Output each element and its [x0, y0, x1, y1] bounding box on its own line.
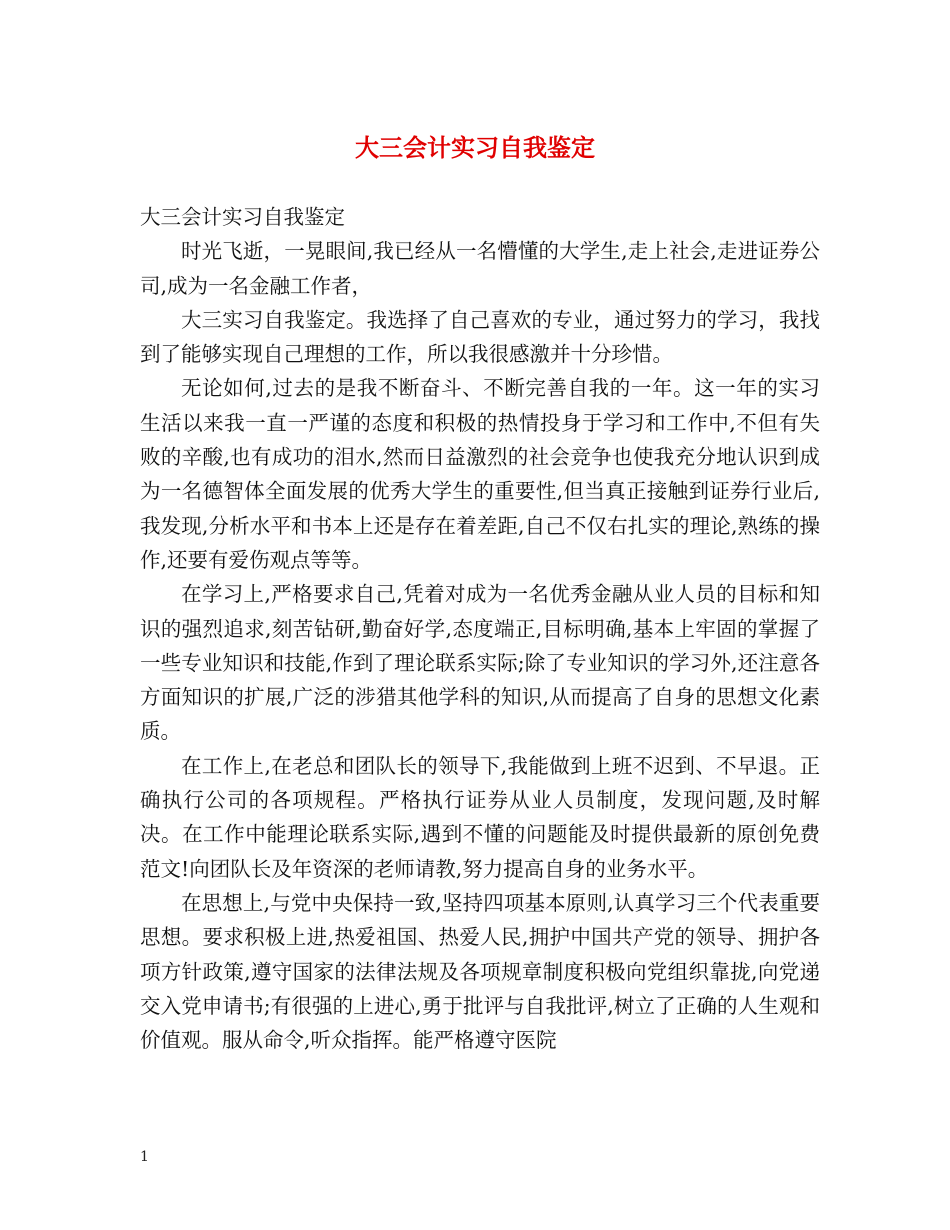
paragraph-6: 在思想上,与党中央保持一致,坚持四项基本原则,认真学习三个代表重要思想。要求积极上进,热爱祖国、热爱人民,拥护中国共产党的领导、拥护各项方针政策,遵守国家的法律法规及各项规章制度积极向党组织靠拢,向党递交入党申请书;有很强的上进心,勇于批评与自我批评,树立了正确的人生观和价值观。服从命令,听众指挥。能严格遵守医院: [140, 890, 820, 1053]
paragraph-3: 无论如何,过去的是我不断奋斗、不断完善自我的一年。这一年的实习生活以来我一直一严谨的态度和积极的热情投身于学习和工作中,不但有失败的辛酸,也有成功的泪水,然而日益激烈的社会竞争也使我充分地认识到成为一名德智体全面发展的优秀大学生的重要性,但当真正接触到证券行业后,我发现,分析水平和书本上还是存在着差距,自己不仅右扎实的理论,熟练的操作,还要有爱伤观点等等。: [140, 376, 820, 572]
paragraph-4: 在学习上,严格要求自己,凭着对成为一名优秀金融从业人员的目标和知识的强烈追求,刻苦钻研,勤奋好学,态度端正,目标明确,基本上牢固的掌握了一些专业知识和技能,作到了理论联系实际;除了专业知识的学习外,还注意各方面知识的扩展,广泛的涉猎其他学科的知识,从而提高了自身的思想文化素质。: [140, 582, 820, 744]
document-subtitle: 大三会计实习自我鉴定: [140, 205, 345, 229]
document-body: [140, 200, 820, 1057]
page-number: 1: [140, 1149, 149, 1165]
document-title: 大三会计实习自我鉴定: [355, 133, 595, 162]
paragraph-2: 大三实习自我鉴定。我选择了自己喜欢的专业，通过努力的学习，我找到了能够实现自己理想的工作，所以我很感激并十分珍惜。: [140, 307, 820, 367]
paragraph-5: 在工作上,在老总和团队长的领导下,我能做到上班不迟到、不早退。正确执行公司的各项规程。严格执行证券从业人员制度，发现问题,及时解决。在工作中能理论联系实际,遇到不懂的问题能及时提供最新的原创免费范文!向团队长及年资深的老师请教,努力提高自身的业务水平。: [140, 753, 820, 881]
paragraph-1: 时光飞逝，一晃眼间,我已经从一名懵懂的大学生,走上社会,走进证券公司,成为一名金融工作者，: [140, 239, 820, 298]
